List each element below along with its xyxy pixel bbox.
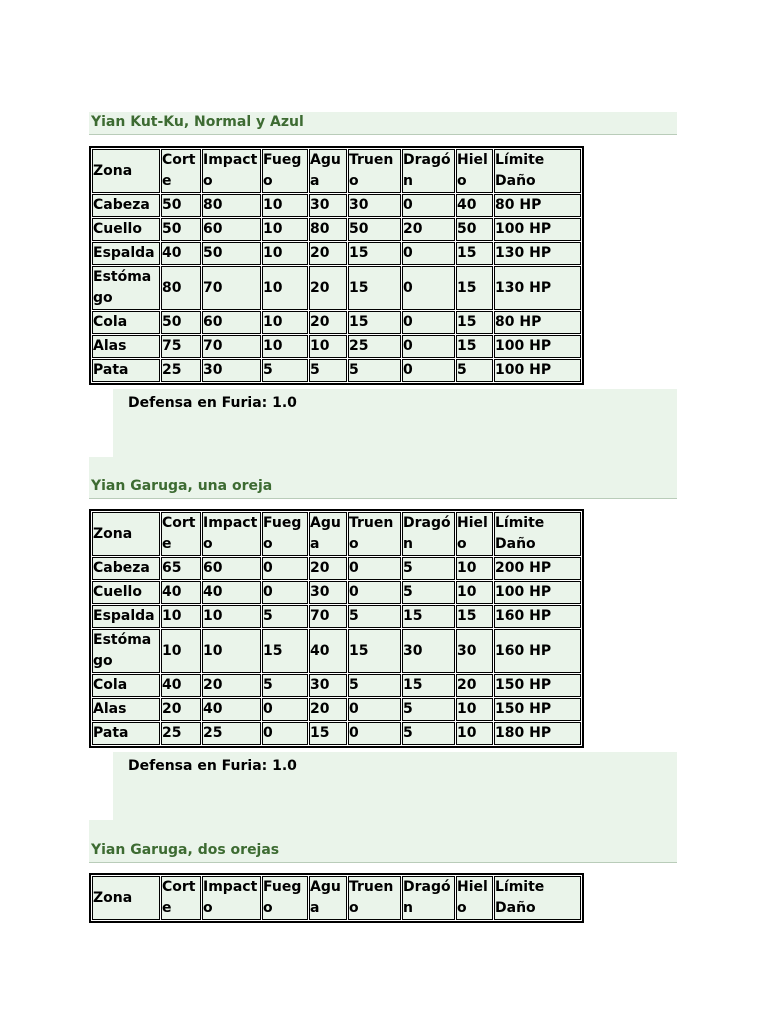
table-cell: 15	[456, 605, 493, 628]
table-cell: 50	[161, 194, 201, 217]
table-cell: 15	[402, 605, 455, 628]
table-cell: 0	[402, 335, 455, 358]
table-cell: 0	[262, 581, 308, 604]
table-cell: 10	[161, 605, 201, 628]
table-cell: 5	[402, 722, 455, 745]
table-cell: 5	[348, 674, 401, 697]
table-cell: 50	[348, 218, 401, 241]
damage-table-yian-garuga-dos-orejas	[89, 873, 584, 923]
table-cell: 40	[202, 698, 261, 721]
table-cell: 25	[161, 359, 201, 382]
table-cell: 150 HP	[494, 698, 581, 721]
section-title-text: Yian Garuga, una oreja	[91, 478, 273, 494]
table-row	[92, 629, 581, 673]
header-cell: Cort e	[161, 876, 201, 920]
table-header-row	[92, 876, 581, 920]
table-cell: 50	[161, 311, 201, 334]
table-cell: 30	[309, 674, 347, 697]
header-cell: Fueg o	[262, 149, 308, 193]
table-cell: 10	[262, 242, 308, 265]
table-cell: Pata	[92, 722, 160, 745]
header-cell: Cort e	[161, 512, 201, 556]
table-cell: 150 HP	[494, 674, 581, 697]
table-cell: 5	[262, 359, 308, 382]
table-row	[92, 557, 581, 580]
table-cell: 80 HP	[494, 194, 581, 217]
table-header-row	[92, 512, 581, 556]
table-cell: 30	[456, 629, 493, 673]
header-cell: Agu a	[309, 876, 347, 920]
table-cell: 5	[402, 581, 455, 604]
table-cell: 30	[402, 629, 455, 673]
table-cell: 10	[262, 335, 308, 358]
table-cell: 80 HP	[494, 311, 581, 334]
table-cell: 10	[262, 311, 308, 334]
table-cell: 5	[348, 605, 401, 628]
table-cell: 0	[348, 581, 401, 604]
table-cell: Cabeza	[92, 194, 160, 217]
table-cell: 20	[309, 242, 347, 265]
table-cell: 20	[402, 218, 455, 241]
table-cell: 5	[456, 359, 493, 382]
section-title-yian-garuga-dos-orejas	[89, 840, 677, 863]
table-cell: 0	[402, 242, 455, 265]
table-cell: Pata	[92, 359, 160, 382]
section-title-text: Yian Garuga, dos orejas	[91, 842, 280, 858]
table-row	[92, 266, 581, 310]
header-cell: Dragó n	[402, 512, 455, 556]
table-cell: 20	[456, 674, 493, 697]
table-cell: 0	[348, 557, 401, 580]
header-cell: Cort e	[161, 149, 201, 193]
table-cell: 25	[202, 722, 261, 745]
table-row	[92, 698, 581, 721]
table-cell: 15	[456, 335, 493, 358]
header-cell: Impact o	[202, 512, 261, 556]
table-cell: 40	[309, 629, 347, 673]
table-cell: 15	[348, 266, 401, 310]
table-cell: 10	[456, 722, 493, 745]
table-cell: 75	[161, 335, 201, 358]
table-cell: 10	[161, 629, 201, 673]
table-cell: 20	[202, 674, 261, 697]
table-cell: Espalda	[92, 242, 160, 265]
table-cell: 0	[402, 311, 455, 334]
table-cell: 15	[348, 311, 401, 334]
header-cell: Hiel o	[456, 149, 493, 193]
table-row	[92, 359, 581, 382]
header-cell: Agu a	[309, 149, 347, 193]
table-cell: 15	[348, 629, 401, 673]
header-cell: Truen o	[348, 512, 401, 556]
table-cell: 10	[202, 605, 261, 628]
table-cell: 15	[456, 311, 493, 334]
table-cell: 10	[309, 335, 347, 358]
table-cell: 70	[202, 335, 261, 358]
table-cell: 0	[262, 557, 308, 580]
furia-defense-text: Defensa en Furia: 1.0	[128, 395, 297, 411]
table-cell: 50	[202, 242, 261, 265]
table-cell: 40	[456, 194, 493, 217]
section-title-yian-kut-ku	[89, 112, 677, 135]
table-cell: 200 HP	[494, 557, 581, 580]
table-cell: 5	[402, 557, 455, 580]
table-cell: 70	[309, 605, 347, 628]
table-cell: 20	[309, 698, 347, 721]
table-cell: 100 HP	[494, 218, 581, 241]
header-cell: Zona	[92, 149, 160, 193]
table-cell: 180 HP	[494, 722, 581, 745]
table-cell: 20	[309, 266, 347, 310]
table-cell: 130 HP	[494, 266, 581, 310]
header-cell: Agu a	[309, 512, 347, 556]
table-cell: 10	[456, 557, 493, 580]
table-cell: 60	[202, 557, 261, 580]
table-cell: 25	[348, 335, 401, 358]
table-cell: Cuello	[92, 581, 160, 604]
table-cell: 50	[161, 218, 201, 241]
table-cell: 160 HP	[494, 605, 581, 628]
table-cell: 15	[348, 242, 401, 265]
table-cell: 0	[262, 722, 308, 745]
table-cell: 5	[402, 698, 455, 721]
table-header-row	[92, 149, 581, 193]
table-row	[92, 218, 581, 241]
table-cell: Cola	[92, 674, 160, 697]
header-cell: Límite Daño	[494, 149, 581, 193]
table-cell: 15	[262, 629, 308, 673]
table-cell: 0	[262, 698, 308, 721]
table-cell: 10	[262, 266, 308, 310]
table-cell: 30	[348, 194, 401, 217]
table-cell: 5	[309, 359, 347, 382]
table-cell: 80	[161, 266, 201, 310]
table-cell: 10	[456, 581, 493, 604]
header-cell: Truen o	[348, 876, 401, 920]
table-cell: 10	[456, 698, 493, 721]
table-cell: 60	[202, 311, 261, 334]
header-cell: Truen o	[348, 149, 401, 193]
table-cell: 40	[161, 674, 201, 697]
table-cell: 10	[262, 218, 308, 241]
table-cell: 5	[348, 359, 401, 382]
table-cell: Espalda	[92, 605, 160, 628]
header-cell: Hiel o	[456, 876, 493, 920]
table-cell: 15	[309, 722, 347, 745]
table-cell: 0	[402, 359, 455, 382]
table-cell: 10	[202, 629, 261, 673]
table-cell: 70	[202, 266, 261, 310]
header-cell: Zona	[92, 512, 160, 556]
table-row	[92, 194, 581, 217]
header-cell: Impact o	[202, 149, 261, 193]
table-cell: 80	[309, 218, 347, 241]
table-cell: 30	[202, 359, 261, 382]
section-title-text: Yian Kut-Ku, Normal y Azul	[91, 114, 304, 130]
table-cell: Alas	[92, 335, 160, 358]
header-cell: Límite Daño	[494, 876, 581, 920]
table-row	[92, 311, 581, 334]
table-cell: 0	[402, 266, 455, 310]
header-cell: Fueg o	[262, 876, 308, 920]
table-cell: 100 HP	[494, 335, 581, 358]
table-cell: 20	[309, 557, 347, 580]
table-cell: 30	[309, 194, 347, 217]
table-cell: Cola	[92, 311, 160, 334]
table-cell: Estóma go	[92, 629, 160, 673]
section-title-yian-garuga-una-oreja	[89, 476, 677, 499]
table-cell: 15	[402, 674, 455, 697]
table-cell: 10	[262, 194, 308, 217]
table-row	[92, 242, 581, 265]
table-cell: 100 HP	[494, 359, 581, 382]
table-cell: 5	[262, 674, 308, 697]
table-row	[92, 722, 581, 745]
table-cell: 60	[202, 218, 261, 241]
table-cell: Cabeza	[92, 557, 160, 580]
header-cell: Impact o	[202, 876, 261, 920]
table-cell: Estóma go	[92, 266, 160, 310]
table-cell: 15	[456, 242, 493, 265]
damage-table-yian-garuga-una-oreja	[89, 509, 584, 748]
furia-defense-text: Defensa en Furia: 1.0	[128, 758, 297, 774]
header-cell: Dragó n	[402, 149, 455, 193]
table-cell: Alas	[92, 698, 160, 721]
table-cell: 0	[348, 722, 401, 745]
table-cell: 130 HP	[494, 242, 581, 265]
header-cell: Dragó n	[402, 876, 455, 920]
table-cell: Cuello	[92, 218, 160, 241]
table-cell: 40	[161, 581, 201, 604]
table-cell: 25	[161, 722, 201, 745]
table-row	[92, 335, 581, 358]
table-cell: 65	[161, 557, 201, 580]
table-row	[92, 605, 581, 628]
table-cell: 100 HP	[494, 581, 581, 604]
damage-table-yian-kut-ku	[89, 146, 584, 385]
header-cell: Hiel o	[456, 512, 493, 556]
table-cell: 30	[309, 581, 347, 604]
header-cell: Límite Daño	[494, 512, 581, 556]
table-cell: 20	[161, 698, 201, 721]
header-cell: Zona	[92, 876, 160, 920]
table-row	[92, 581, 581, 604]
table-cell: 40	[202, 581, 261, 604]
table-cell: 40	[161, 242, 201, 265]
table-cell: 5	[262, 605, 308, 628]
table-row	[92, 674, 581, 697]
table-cell: 80	[202, 194, 261, 217]
table-cell: 20	[309, 311, 347, 334]
table-cell: 50	[456, 218, 493, 241]
header-cell: Fueg o	[262, 512, 308, 556]
table-cell: 160 HP	[494, 629, 581, 673]
table-cell: 15	[456, 266, 493, 310]
table-cell: 0	[348, 698, 401, 721]
table-cell: 0	[402, 194, 455, 217]
